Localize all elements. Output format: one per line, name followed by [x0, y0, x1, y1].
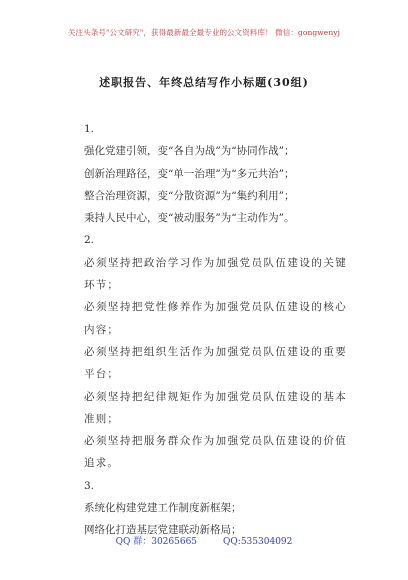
qq-number-text: QQ:535304092 [223, 537, 293, 547]
section-number: 3. [84, 479, 95, 492]
body-line: 系统化构建党建工作制度新框架； [84, 502, 242, 515]
body-paragraph: 必须坚持把党性修养作为加强党员队伍建设的核心内容； [84, 301, 347, 336]
body-paragraph: 必须坚持把纪律规矩作为加强党员队伍建设的基本准则； [84, 390, 347, 425]
document-body [62, 118, 347, 542]
body-paragraph: 必须坚持把政治学习作为加强党员队伍建设的关键环节； [84, 256, 347, 292]
section-number: 2. [84, 234, 95, 247]
document-title: 述职报告、年终总结写作小标题(30组) [99, 76, 309, 89]
body-paragraph: 必须坚持把服务群众作为加强党员队伍建设的价值追求。 [84, 435, 347, 470]
section-number: 1. [84, 123, 95, 135]
body-line: 整合治理资源，变“分散资源”为“集约利用”； [84, 189, 295, 202]
body-line: 网络化打造基层党建联动新格局； [84, 524, 242, 537]
body-line: 创新治理路径，变“单一治理”为“多元共治”； [84, 167, 295, 180]
body-paragraph: 必须坚持把组织生活作为加强党员队伍建设的重要平台； [84, 345, 347, 381]
body-line: 秉持人民中心，变“被动服务”为“主动作为”。 [84, 212, 295, 225]
footer-contact [0, 534, 408, 547]
qq-group-text: QQ 群：30265665 [115, 537, 198, 547]
body-line: 强化党建引领，变“各自为战”为“协同作战”； [84, 145, 295, 158]
header-banner: 关注头条号"公文研究"，获得最新最全最专业的公文资料库！ 微信：gongwenyj [67, 28, 341, 37]
